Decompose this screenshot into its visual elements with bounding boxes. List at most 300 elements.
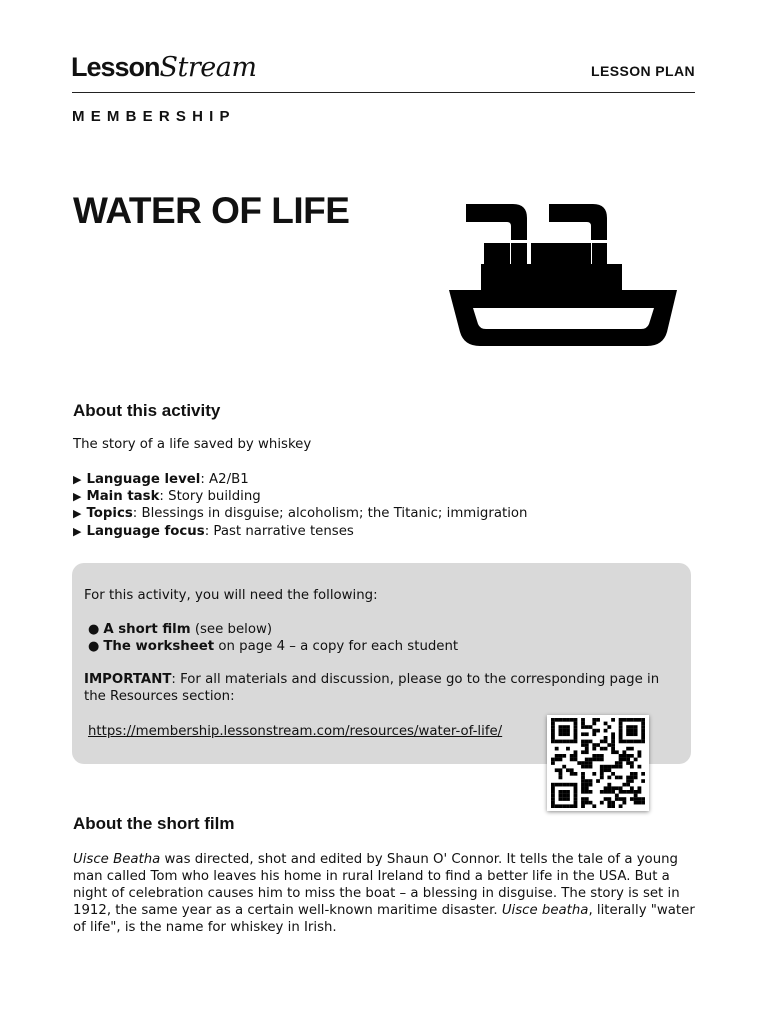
qr-module: [604, 722, 608, 726]
logo-word-lesson: Lesson: [71, 52, 160, 82]
qr-module: [607, 768, 611, 772]
qr-module: [555, 783, 559, 787]
resources-link[interactable]: https://membership.lessonstream.com/resources/water-of-life/: [88, 724, 503, 739]
qr-module: [611, 801, 615, 805]
qr-module: [562, 729, 566, 733]
qr-module: [622, 754, 626, 758]
qr-module: [604, 797, 608, 801]
qr-module: [589, 761, 593, 765]
qr-module: [641, 740, 645, 744]
qr-module: [630, 797, 634, 801]
qr-module: [611, 750, 615, 754]
qr-module: [559, 790, 563, 794]
qr-module: [604, 740, 608, 744]
qr-module: [626, 758, 630, 762]
qr-module: [611, 765, 615, 769]
qr-module: [622, 801, 626, 805]
qr-module: [570, 718, 574, 722]
qr-module: [600, 768, 604, 772]
qr-module: [559, 732, 563, 736]
qr-module: [581, 732, 585, 736]
qr-module: [622, 718, 626, 722]
qr-module: [562, 725, 566, 729]
qr-module: [634, 718, 638, 722]
qr-module: [611, 790, 615, 794]
qr-module: [574, 783, 578, 787]
qr-module: [551, 718, 555, 722]
qr-module: [630, 732, 634, 736]
qr-code-icon: [551, 718, 645, 808]
qr-module: [622, 758, 626, 762]
qr-module: [581, 797, 585, 801]
qr-module: [626, 783, 630, 787]
qr-module: [619, 754, 623, 758]
qr-module: [611, 740, 615, 744]
qr-module: [619, 722, 623, 726]
qr-module: [577, 761, 581, 765]
qr-module: [566, 804, 570, 808]
qr-module: [615, 776, 619, 780]
qr-module: [574, 750, 578, 754]
qr-module: [619, 729, 623, 733]
qr-module: [634, 732, 638, 736]
qr-module: [641, 718, 645, 722]
qr-module: [559, 783, 563, 787]
qr-module: [566, 732, 570, 736]
qr-module: [559, 794, 563, 798]
qr-module: [634, 758, 638, 762]
qr-module: [585, 786, 589, 790]
qr-module: [630, 754, 634, 758]
qr-module: [641, 732, 645, 736]
qr-module: [570, 754, 574, 758]
qr-module: [607, 797, 611, 801]
qr-module: [634, 740, 638, 744]
qr-module: [604, 790, 608, 794]
qr-module: [634, 776, 638, 780]
qr-module: [555, 740, 559, 744]
qr-module: [596, 779, 600, 783]
qr-module: [581, 776, 585, 780]
qr-module: [626, 732, 630, 736]
qr-module: [600, 765, 604, 769]
qr-module: [574, 790, 578, 794]
qr-module: [592, 722, 596, 726]
qr-module: [641, 736, 645, 740]
requirements-intro: For this activity, you will need the following:: [84, 588, 378, 603]
qr-module: [611, 747, 615, 751]
qr-module: [574, 804, 578, 808]
qr-module: [622, 783, 626, 787]
important-note: IMPORTANT: For all materials and discussion, please go to the corresponding page in the Resources section:: [84, 672, 660, 704]
qr-module: [566, 747, 570, 751]
qr-module: [581, 743, 585, 747]
qr-module: [585, 797, 589, 801]
qr-module: [585, 750, 589, 754]
film-description: Uisce Beatha was directed, shot and edited by Shaun O' Connor. It tells the tale of a young man called Tom who leaves his home in rural Ireland to find a better life in the USA. But a night of celebration causes him to miss the boat – a blessing in disguise. The story is set in 1912, the same year as a certain well-known maritime disaster. Uisce beatha, literally "water of life", is the name for whiskey in Irish.: [73, 852, 695, 935]
qr-module: [596, 758, 600, 762]
qr-module: [581, 761, 585, 765]
qr-module: [626, 718, 630, 722]
qr-module: [622, 797, 626, 801]
qr-module: [559, 772, 563, 776]
qr-module: [562, 740, 566, 744]
qr-module: [619, 790, 623, 794]
qr-module: [574, 754, 578, 758]
qr-module: [634, 797, 638, 801]
qr-module: [570, 804, 574, 808]
qr-module: [615, 750, 619, 754]
qr-module: [630, 729, 634, 733]
qr-module: [581, 740, 585, 744]
qr-module: [619, 776, 623, 780]
qr-module: [559, 797, 563, 801]
qr-module: [641, 779, 645, 783]
qr-module: [562, 765, 566, 769]
header-divider: [72, 92, 695, 93]
qr-module: [600, 754, 604, 758]
qr-module: [574, 725, 578, 729]
qr-module: [592, 732, 596, 736]
qr-module: [619, 718, 623, 722]
requirement-item: ● A short film (see below): [88, 622, 273, 637]
qr-module: [559, 729, 563, 733]
qr-module: [566, 783, 570, 787]
triangle-bullet-icon: ▶: [73, 490, 82, 504]
lessonstream-logo: [71, 52, 256, 86]
qr-module: [581, 804, 585, 808]
qr-module: [637, 750, 641, 754]
qr-module: [634, 801, 638, 805]
qr-module: [555, 718, 559, 722]
qr-module: [626, 725, 630, 729]
spec-language-focus: ▶ Language focus: Past narrative tenses: [73, 523, 354, 539]
qr-module: [566, 718, 570, 722]
qr-module: [630, 740, 634, 744]
qr-module: [574, 758, 578, 762]
qr-module: [641, 722, 645, 726]
qr-module: [607, 783, 611, 787]
qr-module: [574, 732, 578, 736]
qr-module: [626, 776, 630, 780]
qr-module: [551, 725, 555, 729]
qr-module: [566, 740, 570, 744]
qr-module: [630, 779, 634, 783]
qr-module: [604, 786, 608, 790]
qr-module: [626, 779, 630, 783]
qr-module: [604, 736, 608, 740]
qr-module: [604, 729, 608, 733]
qr-module: [600, 772, 604, 776]
qr-module: [551, 729, 555, 733]
qr-module: [566, 768, 570, 772]
qr-module: [615, 797, 619, 801]
qr-module: [607, 801, 611, 805]
qr-module: [551, 732, 555, 736]
qr-module: [562, 794, 566, 798]
qr-module: [559, 754, 563, 758]
qr-module: [634, 790, 638, 794]
qr-module: [581, 783, 585, 787]
qr-module: [562, 797, 566, 801]
qr-module: [600, 747, 604, 751]
qr-module: [626, 729, 630, 733]
qr-module: [619, 740, 623, 744]
bullet-icon: ●: [88, 622, 100, 637]
qr-module: [562, 783, 566, 787]
about-film-heading: About the short film: [73, 814, 235, 833]
qr-module: [551, 736, 555, 740]
qr-module: [626, 790, 630, 794]
qr-module: [566, 794, 570, 798]
page-title: WATER OF LIFE: [73, 190, 350, 231]
qr-module: [619, 761, 623, 765]
qr-module: [619, 736, 623, 740]
qr-module: [589, 740, 593, 744]
qr-module: [551, 801, 555, 805]
qr-module: [585, 783, 589, 787]
qr-module: [641, 772, 645, 776]
about-activity-heading: About this activity: [73, 401, 221, 420]
qr-module: [600, 790, 604, 794]
qr-module: [589, 765, 593, 769]
qr-module: [607, 804, 611, 808]
qr-module: [619, 786, 623, 790]
qr-module: [592, 804, 596, 808]
qr-module: [562, 732, 566, 736]
qr-module: [555, 754, 559, 758]
qr-module: [555, 804, 559, 808]
qr-module: [559, 740, 563, 744]
qr-module: [630, 772, 634, 776]
qr-module: [585, 743, 589, 747]
qr-module: [570, 740, 574, 744]
qr-module: [551, 740, 555, 744]
qr-module: [611, 804, 615, 808]
qr-module: [559, 804, 563, 808]
qr-module: [619, 765, 623, 769]
qr-module: [559, 718, 563, 722]
qr-module: [585, 725, 589, 729]
qr-module: [641, 797, 645, 801]
qr-module: [555, 768, 559, 772]
qr-module: [585, 732, 589, 736]
qr-module: [555, 758, 559, 762]
activity-tagline: The story of a life saved by whiskey: [73, 437, 312, 452]
qr-module: [607, 725, 611, 729]
qr-module: [611, 786, 615, 790]
qr-module: [596, 718, 600, 722]
qr-module: [592, 758, 596, 762]
qr-module: [566, 790, 570, 794]
qr-module: [581, 772, 585, 776]
triangle-bullet-icon: ▶: [73, 507, 82, 521]
qr-module: [626, 740, 630, 744]
qr-module: [581, 725, 585, 729]
qr-module: [619, 732, 623, 736]
qr-module: [559, 768, 563, 772]
qr-module: [562, 754, 566, 758]
requirement-item: ● The worksheet on page 4 – a copy for each student: [88, 639, 459, 654]
qr-module: [574, 801, 578, 805]
qr-code: [547, 715, 649, 811]
qr-module: [604, 747, 608, 751]
qr-module: [637, 797, 641, 801]
qr-module: [622, 750, 626, 754]
qr-module: [585, 790, 589, 794]
qr-module: [596, 729, 600, 733]
qr-module: [600, 801, 604, 805]
qr-module: [611, 732, 615, 736]
qr-module: [562, 718, 566, 722]
qr-module: [581, 786, 585, 790]
qr-module: [581, 750, 585, 754]
qr-module: [574, 729, 578, 733]
qr-module: [596, 754, 600, 758]
qr-module: [596, 743, 600, 747]
qr-module: [592, 718, 596, 722]
qr-module: [626, 747, 630, 751]
qr-module: [615, 786, 619, 790]
qr-module: [622, 790, 626, 794]
qr-module: [574, 794, 578, 798]
qr-module: [551, 790, 555, 794]
qr-module: [637, 718, 641, 722]
logo-word-stream: Stream: [159, 52, 257, 83]
document-type-label: LESSON PLAN: [591, 63, 695, 79]
qr-module: [589, 725, 593, 729]
qr-module: [611, 743, 615, 747]
qr-module: [551, 722, 555, 726]
qr-module: [630, 786, 634, 790]
qr-module: [604, 765, 608, 769]
qr-module: [600, 776, 604, 780]
qr-module: [592, 754, 596, 758]
qr-module: [551, 794, 555, 798]
qr-module: [562, 790, 566, 794]
qr-module: [574, 786, 578, 790]
triangle-bullet-icon: ▶: [73, 473, 82, 486]
qr-module: [630, 765, 634, 769]
qr-module: [634, 772, 638, 776]
qr-module: [585, 761, 589, 765]
qr-module: [626, 761, 630, 765]
qr-module: [619, 758, 623, 762]
membership-label: MEMBERSHIP: [72, 108, 236, 125]
qr-module: [611, 772, 615, 776]
qr-module: [551, 797, 555, 801]
qr-module: [585, 801, 589, 805]
qr-module: [619, 797, 623, 801]
qr-module: [566, 729, 570, 733]
qr-module: [630, 747, 634, 751]
requirements-list: [88, 621, 458, 655]
qr-module: [589, 758, 593, 762]
qr-module: [607, 776, 611, 780]
qr-module: [585, 758, 589, 762]
qr-module: [581, 722, 585, 726]
qr-module: [637, 801, 641, 805]
qr-module: [570, 783, 574, 787]
qr-module: [641, 801, 645, 805]
qr-module: [630, 725, 634, 729]
qr-module: [634, 794, 638, 798]
qr-module: [611, 718, 615, 722]
qr-module: [607, 790, 611, 794]
qr-module: [607, 765, 611, 769]
qr-module: [607, 786, 611, 790]
qr-module: [551, 761, 555, 765]
qr-module: [637, 740, 641, 744]
qr-module: [559, 776, 563, 780]
qr-module: [622, 740, 626, 744]
qr-module: [574, 722, 578, 726]
qr-module: [551, 758, 555, 762]
qr-module: [619, 725, 623, 729]
qr-module: [585, 765, 589, 769]
qr-module: [600, 740, 604, 744]
qr-module: [559, 725, 563, 729]
qr-module: [559, 758, 563, 762]
qr-module: [592, 743, 596, 747]
qr-module: [581, 801, 585, 805]
qr-module: [562, 804, 566, 808]
qr-module: [574, 772, 578, 776]
bullet-icon: ●: [88, 639, 100, 654]
qr-module: [641, 729, 645, 733]
qr-module: [570, 768, 574, 772]
qr-module: [592, 772, 596, 776]
qr-module: [574, 718, 578, 722]
steamship-icon: [447, 204, 679, 348]
qr-module: [574, 797, 578, 801]
qr-module: [637, 754, 641, 758]
qr-module: [551, 783, 555, 787]
spec-language-level: ▶ Language level: A2/B1: [73, 472, 249, 487]
qr-module: [581, 790, 585, 794]
qr-module: [585, 740, 589, 744]
qr-module: [574, 736, 578, 740]
qr-module: [585, 779, 589, 783]
activity-specs-list: [73, 471, 527, 540]
qr-module: [592, 729, 596, 733]
spec-main-task: ▶ Main task: Story building: [73, 489, 261, 505]
qr-module: [555, 747, 559, 751]
qr-module: [641, 725, 645, 729]
spec-topics: ▶ Topics: Blessings in disguise; alcoholism; the Titanic; immigration: [73, 506, 528, 522]
qr-module: [585, 747, 589, 751]
qr-module: [634, 725, 638, 729]
qr-module: [626, 754, 630, 758]
qr-module: [637, 786, 641, 790]
qr-module: [619, 804, 623, 808]
qr-module: [551, 804, 555, 808]
qr-module: [589, 801, 593, 805]
qr-module: [615, 765, 619, 769]
qr-module: [570, 772, 574, 776]
qr-module: [566, 797, 570, 801]
qr-module: [600, 758, 604, 762]
qr-module: [551, 786, 555, 790]
qr-module: [566, 725, 570, 729]
qr-module: [574, 740, 578, 744]
qr-module: [607, 743, 611, 747]
qr-module: [630, 790, 634, 794]
qr-module: [634, 729, 638, 733]
qr-module: [581, 779, 585, 783]
qr-module: [630, 776, 634, 780]
qr-module: [637, 790, 641, 794]
